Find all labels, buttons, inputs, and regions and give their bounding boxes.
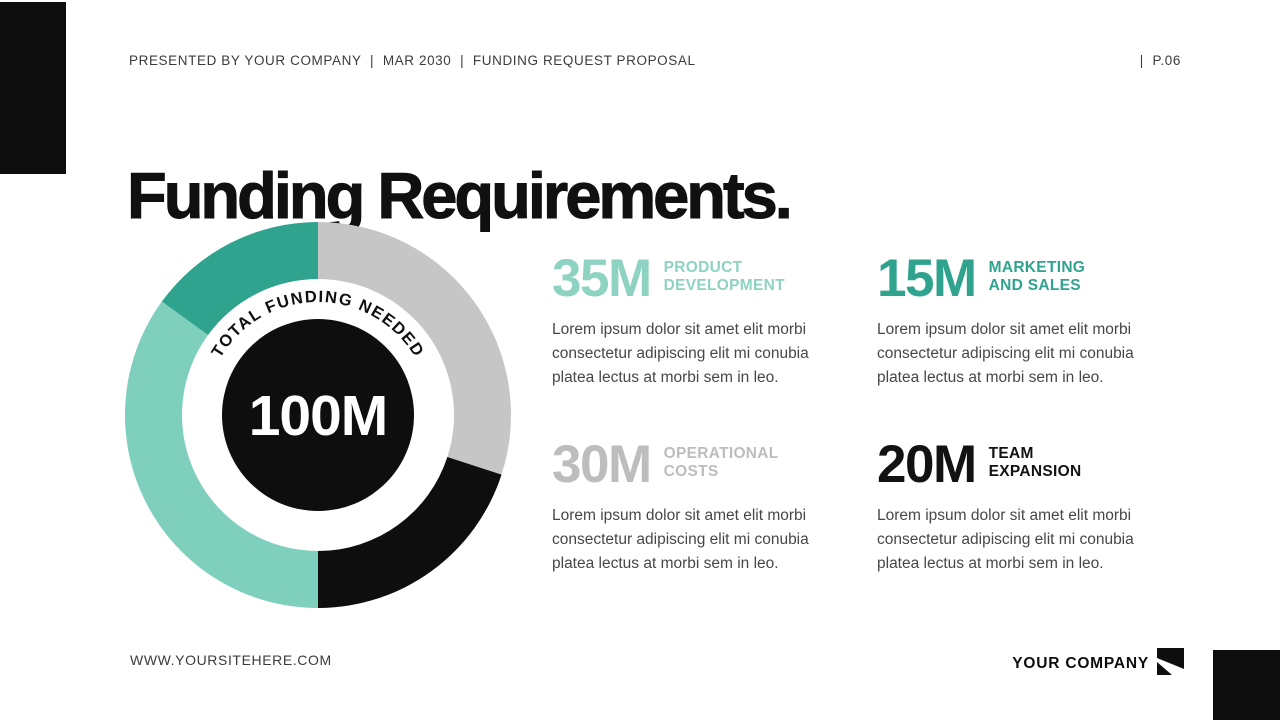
stat-label — [664, 442, 779, 481]
stat-block-team-expansion — [877, 435, 1169, 576]
top-left-accent-block — [0, 2, 66, 174]
stat-label-line1: PRODUCT — [663, 259, 743, 276]
page-number: | P.06 — [1139, 53, 1181, 68]
stat-block-operational-costs — [552, 435, 844, 576]
stat-amount: 30M — [552, 435, 651, 494]
stat-body-text: Lorem ipsum dolor sit amet elit morbi consectetur adipiscing elit mi conubia platea lectus at morbi sem in leo. — [552, 321, 809, 386]
stat-label-line2: EXPANSION — [988, 463, 1082, 480]
stat-label-line2: DEVELOPMENT — [663, 277, 785, 294]
footer-brand — [1012, 648, 1184, 675]
stat-label — [664, 256, 785, 295]
stat-label-line2: AND SALES — [988, 277, 1081, 294]
bottom-right-accent-block — [1213, 650, 1280, 720]
donut-ring-title: TOTAL FUNDING NEEDED — [208, 287, 428, 361]
stat-label-line1: OPERATIONAL — [663, 445, 779, 462]
stat-label-line1: MARKETING — [988, 259, 1086, 276]
stat-amount: 20M — [877, 435, 976, 494]
donut-chart-svg — [123, 220, 513, 610]
stat-label — [989, 256, 1086, 295]
stat-amount: 15M — [877, 249, 976, 308]
stat-label — [989, 442, 1082, 481]
stat-label-line1: TEAM — [988, 445, 1034, 462]
company-logo-icon — [1157, 648, 1184, 675]
page-title: Funding Requirements. — [127, 158, 790, 232]
footer-website: WWW.YOURSITEHERE.COM — [130, 652, 332, 668]
stat-body-text: Lorem ipsum dolor sit amet elit morbi consectetur adipiscing elit mi conubia platea lectus at morbi sem in leo. — [552, 507, 809, 572]
donut-center-value: 100M — [248, 384, 388, 448]
stat-body-text: Lorem ipsum dolor sit amet elit morbi consectetur adipiscing elit mi conubia platea lectus at morbi sem in leo. — [877, 321, 1134, 386]
stat-head — [552, 435, 844, 494]
stat-label-line2: COSTS — [663, 463, 719, 480]
footer-company-name: YOUR COMPANY — [1012, 654, 1149, 672]
stat-body-text: Lorem ipsum dolor sit amet elit morbi consectetur adipiscing elit mi conubia platea lectus at morbi sem in leo. — [877, 507, 1134, 572]
slide-header-meta: PRESENTED BY YOUR COMPANY | MAR 2030 | FUNDING REQUEST PROPOSAL — [129, 53, 696, 68]
stat-block-marketing-and-sales — [877, 249, 1169, 390]
stat-amount: 35M — [552, 249, 651, 308]
stat-block-product-development — [552, 249, 844, 390]
funding-donut-chart — [123, 220, 513, 610]
stat-head — [877, 249, 1169, 308]
stat-head — [877, 435, 1169, 494]
stat-head — [552, 249, 844, 308]
